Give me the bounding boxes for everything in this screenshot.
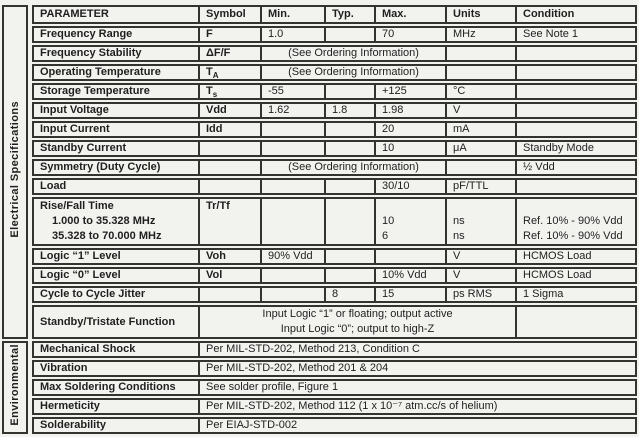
- column-header-max: [374, 5, 445, 24]
- column-header-min: [260, 5, 324, 24]
- cell-sym: [198, 140, 260, 157]
- cell-text: See Note 1: [523, 28, 579, 40]
- cell-min: [260, 121, 324, 138]
- cell-standby-desc: [198, 305, 515, 339]
- row-logic-1-level: [2, 248, 637, 265]
- cell-text: [206, 229, 254, 244]
- cell-text: Max.: [382, 8, 407, 20]
- cell-text: 20: [382, 123, 395, 135]
- cell-sym: [198, 197, 260, 246]
- cell-text: +125: [382, 85, 407, 97]
- cell-text: [523, 316, 629, 329]
- cell-min: [260, 286, 324, 303]
- cell-typ: [324, 286, 374, 303]
- cell-text: 1.98: [382, 104, 404, 116]
- cell-sym: [198, 45, 260, 62]
- cell-text: Per EIAJ-STD-002: [206, 419, 298, 431]
- cell-units: [445, 286, 515, 303]
- cell-typ: [324, 102, 374, 119]
- cell-text: 10: [382, 215, 395, 227]
- cell-env-value: [198, 379, 637, 396]
- cell-typ: [324, 121, 374, 138]
- row-rise-fall-time: [2, 197, 637, 246]
- row-header: [2, 5, 637, 24]
- row-load: [2, 178, 637, 195]
- cell-min: [260, 26, 324, 43]
- cell-text: Input Logic “1” or floating; output active: [262, 308, 453, 320]
- cell-text: [206, 288, 254, 301]
- cell-max: [374, 83, 445, 100]
- cell-text: [332, 269, 368, 282]
- spec-table-body: [2, 5, 637, 434]
- section-label-environmental: [2, 341, 28, 434]
- cell-env-value: [198, 360, 637, 377]
- cell-text: 10% Vdd: [382, 269, 427, 281]
- cell-param: [32, 64, 198, 81]
- cell-env-value: [198, 417, 637, 434]
- cell-text: Vol: [206, 269, 223, 281]
- cell-units: [445, 159, 515, 176]
- cell-text: Hermeticity: [40, 400, 100, 412]
- cell-units: [445, 267, 515, 284]
- cell-cond: [515, 26, 637, 43]
- cell-ordering: [260, 45, 445, 62]
- cell-text: [332, 199, 368, 214]
- column-header-units: [445, 5, 515, 24]
- cell-max: [374, 140, 445, 157]
- cell-text: [268, 269, 318, 282]
- cell-text: Max Soldering Conditions: [40, 381, 176, 393]
- cell-param: [32, 102, 198, 119]
- cell-min: [260, 83, 324, 100]
- cell-text: [523, 104, 629, 117]
- cell-text: ps RMS: [453, 288, 493, 300]
- cell-text: 8: [332, 288, 339, 300]
- cell-param: [32, 159, 198, 176]
- cell-text: [332, 214, 368, 229]
- cell-text: Per MIL-STD-202, Method 213, Condition C: [206, 343, 420, 355]
- cell-text: 30/10: [382, 180, 410, 192]
- cell-text: ½ Vdd: [523, 161, 555, 173]
- cell-text: [268, 288, 318, 301]
- cell-text: Vibration: [40, 362, 88, 374]
- cell-param: [32, 121, 198, 138]
- cell-text: [268, 199, 318, 214]
- row-logic-0-level: [2, 267, 637, 284]
- cell-cond: [515, 121, 637, 138]
- cell-sym: [198, 64, 260, 81]
- cell-typ: [324, 140, 374, 157]
- cell-text: Storage Temperature: [40, 85, 150, 97]
- cell-cond: [515, 83, 637, 100]
- cell-text: Standby/Tristate Function: [40, 315, 176, 328]
- cell-text: Operating Temperature: [40, 66, 161, 78]
- cell-text: Cycle to Cycle Jitter: [40, 288, 146, 300]
- row-frequency-range: [2, 26, 637, 43]
- cell-text: 90% Vdd: [268, 250, 313, 262]
- cell-text: Typ.: [332, 8, 354, 20]
- cell-sym: [198, 286, 260, 303]
- cell-units: [445, 178, 515, 195]
- cell-units: [445, 121, 515, 138]
- cell-min: [260, 102, 324, 119]
- cell-text: Condition: [523, 8, 575, 20]
- cell-cond: [515, 305, 637, 339]
- cell-text: [332, 28, 368, 41]
- cell-text: 35.328 to 70.000 MHz: [52, 230, 162, 242]
- cell-text: Ref. 10% - 90% Vdd: [523, 215, 623, 227]
- cell-text: [523, 180, 629, 193]
- row-standby-tristate-function: [2, 305, 637, 339]
- cell-text: 1.0: [268, 28, 284, 40]
- cell-text: $T_A$: [206, 66, 219, 81]
- cell-param: [32, 83, 198, 100]
- row-symmetry-duty-cycle: [2, 159, 637, 176]
- cell-text: (See Ordering Information): [288, 66, 419, 78]
- cell-param: [32, 140, 198, 157]
- cell-param: [32, 178, 198, 195]
- cell-text: [268, 123, 318, 136]
- cell-ordering: [260, 159, 445, 176]
- cell-text: Standby Current: [40, 142, 127, 154]
- cell-env-value: [198, 398, 637, 415]
- cell-typ: [324, 267, 374, 284]
- cell-text: [206, 161, 254, 174]
- cell-text: [332, 123, 368, 136]
- cell-sym: [198, 26, 260, 43]
- cell-text: Symmetry (Duty Cycle): [40, 161, 161, 173]
- cell-typ: [324, 26, 374, 43]
- cell-max: [374, 267, 445, 284]
- cell-text: 15: [382, 288, 395, 300]
- cell-text: [206, 180, 254, 193]
- cell-param: [32, 26, 198, 43]
- cell-units: [445, 45, 515, 62]
- cell-cond: [515, 267, 637, 284]
- cell-param: [32, 360, 198, 377]
- column-header-typ: [324, 5, 374, 24]
- cell-text: [206, 142, 254, 155]
- cell-units: [445, 102, 515, 119]
- section-label-text: Electrical Specifications: [9, 101, 21, 238]
- cell-text: [382, 199, 439, 214]
- section-label-text: Environmental: [9, 344, 21, 426]
- cell-text: Load: [40, 180, 67, 192]
- cell-max: [374, 178, 445, 195]
- cell-max: [374, 121, 445, 138]
- cell-units: [445, 26, 515, 43]
- cell-text: (See Ordering Information): [288, 47, 419, 59]
- cell-text: [332, 85, 368, 98]
- cell-max: [374, 248, 445, 265]
- cell-cond: [515, 197, 637, 246]
- cell-text: 1.62: [268, 104, 290, 116]
- cell-text: Input Voltage: [40, 104, 109, 116]
- cell-text: Per MIL-STD-202, Method 201 & 204: [206, 362, 389, 374]
- cell-units: [445, 140, 515, 157]
- cell-text: Mechanical Shock: [40, 343, 136, 355]
- column-header-sym: [198, 5, 260, 24]
- cell-param: [32, 267, 198, 284]
- cell-max: [374, 26, 445, 43]
- cell-text: 10: [382, 142, 395, 154]
- cell-text: Idd: [206, 123, 223, 135]
- cell-text: See solder profile, Figure 1: [206, 381, 339, 393]
- cell-text: [523, 66, 629, 79]
- cell-param: [32, 379, 198, 396]
- row-mechanical-shock: [2, 341, 637, 358]
- cell-text: Voh: [206, 250, 226, 262]
- cell-units: [445, 83, 515, 100]
- cell-text: Tr/Tf: [206, 200, 230, 212]
- cell-text: (See Ordering Information): [288, 161, 419, 173]
- cell-units: [445, 197, 515, 246]
- cell-cond: [515, 64, 637, 81]
- section-label-electrical-specifications: [2, 5, 28, 339]
- cell-text: Standby Mode: [523, 142, 594, 154]
- cell-text: [523, 123, 629, 136]
- cell-text: V: [453, 250, 461, 262]
- row-operating-temperature: [2, 64, 637, 81]
- cell-text: [523, 47, 629, 60]
- cell-typ: [324, 197, 374, 246]
- row-solderability: [2, 417, 637, 434]
- cell-text: mA: [453, 123, 470, 135]
- row-standby-current: [2, 140, 637, 157]
- cell-max: [374, 197, 445, 246]
- cell-text: Logic “1” Level: [40, 250, 121, 262]
- cell-param: [32, 248, 198, 265]
- cell-sym: [198, 178, 260, 195]
- cell-cond: [515, 102, 637, 119]
- cell-text: [268, 142, 318, 155]
- cell-text: Frequency Stability: [40, 47, 142, 59]
- cell-cond: [515, 140, 637, 157]
- cell-text: [453, 161, 509, 174]
- cell-text: Units: [453, 8, 481, 20]
- cell-typ: [324, 178, 374, 195]
- cell-min: [260, 267, 324, 284]
- cell-text: -55: [268, 85, 284, 97]
- cell-typ: [324, 83, 374, 100]
- cell-cond: [515, 159, 637, 176]
- cell-sym: [198, 159, 260, 176]
- row-vibration: [2, 360, 637, 377]
- cell-text: Min.: [268, 8, 290, 20]
- cell-sym: [198, 102, 260, 119]
- cell-text: [268, 229, 318, 244]
- cell-text: [268, 214, 318, 229]
- cell-text: Rise/Fall Time: [40, 200, 114, 212]
- cell-text: μA: [453, 142, 467, 154]
- cell-text: 6: [382, 230, 389, 242]
- cell-text: 70: [382, 28, 395, 40]
- cell-text: Input Current: [40, 123, 110, 135]
- cell-units: [445, 248, 515, 265]
- cell-text: 1.8: [332, 104, 348, 116]
- cell-text: [332, 250, 368, 263]
- cell-units: [445, 64, 515, 81]
- cell-min: [260, 140, 324, 157]
- row-input-voltage: [2, 102, 637, 119]
- cell-env-value: [198, 341, 637, 358]
- row-input-current: [2, 121, 637, 138]
- cell-text: Per MIL-STD-202, Method 112 (1 x 10⁻⁷ atm.cc/s of helium): [206, 400, 498, 412]
- cell-text: Logic “0” Level: [40, 269, 121, 281]
- row-storage-temperature: [2, 83, 637, 100]
- cell-text: HCMOS Load: [523, 250, 592, 262]
- cell-param: [32, 197, 198, 246]
- cell-text: $T_s$: [206, 85, 218, 100]
- cell-text: V: [453, 104, 461, 116]
- cell-text: [453, 47, 509, 60]
- cell-text: [332, 180, 368, 193]
- cell-param: [32, 305, 198, 339]
- cell-text: Frequency Range: [40, 28, 133, 40]
- cell-min: [260, 248, 324, 265]
- cell-cond: [515, 45, 637, 62]
- cell-text: [268, 180, 318, 193]
- cell-text: [453, 199, 509, 214]
- cell-max: [374, 102, 445, 119]
- cell-text: [523, 85, 629, 98]
- cell-min: [260, 178, 324, 195]
- row-cycle-to-cycle-jitter: [2, 286, 637, 303]
- cell-text: ns: [453, 230, 465, 242]
- cell-text: [453, 66, 509, 79]
- cell-text: 1 Sigma: [523, 288, 564, 300]
- cell-text: Solderability: [40, 419, 107, 431]
- cell-text: Ref. 10% - 90% Vdd: [523, 230, 623, 242]
- cell-text: HCMOS Load: [523, 269, 592, 281]
- cell-sym: [198, 83, 260, 100]
- cell-text: °C: [453, 85, 466, 97]
- cell-text: ns: [453, 215, 465, 227]
- cell-text: ΔF/F: [206, 47, 231, 59]
- cell-text: [382, 250, 439, 263]
- cell-text: V: [453, 269, 461, 281]
- cell-cond: [515, 286, 637, 303]
- cell-text: MHz: [453, 28, 476, 40]
- spec-table: [2, 3, 637, 436]
- row-max-soldering-conditions: [2, 379, 637, 396]
- cell-param: [32, 45, 198, 62]
- cell-param: [32, 417, 198, 434]
- cell-text: [206, 214, 254, 229]
- cell-text: [523, 199, 629, 214]
- cell-text: [332, 229, 368, 244]
- cell-sym: [198, 248, 260, 265]
- cell-cond: [515, 178, 637, 195]
- cell-max: [374, 286, 445, 303]
- cell-text: Vdd: [206, 104, 227, 116]
- cell-text: Symbol: [206, 8, 246, 20]
- cell-text: Input Logic “0”; output to high-Z: [280, 323, 435, 335]
- cell-sym: [198, 267, 260, 284]
- cell-sym: [198, 121, 260, 138]
- cell-min: [260, 197, 324, 246]
- cell-param: [32, 286, 198, 303]
- column-header-param: [32, 5, 198, 24]
- cell-typ: [324, 248, 374, 265]
- cell-text: F: [206, 28, 213, 40]
- row-hermeticity: [2, 398, 637, 415]
- cell-text: PARAMETER: [40, 8, 109, 20]
- cell-text: [332, 142, 368, 155]
- cell-ordering: [260, 64, 445, 81]
- cell-param: [32, 398, 198, 415]
- row-frequency-stability: [2, 45, 637, 62]
- cell-cond: [515, 248, 637, 265]
- column-header-cond: [515, 5, 637, 24]
- cell-text: 1.000 to 35.328 MHz: [52, 215, 156, 227]
- cell-text: pF/TTL: [453, 180, 489, 192]
- cell-param: [32, 341, 198, 358]
